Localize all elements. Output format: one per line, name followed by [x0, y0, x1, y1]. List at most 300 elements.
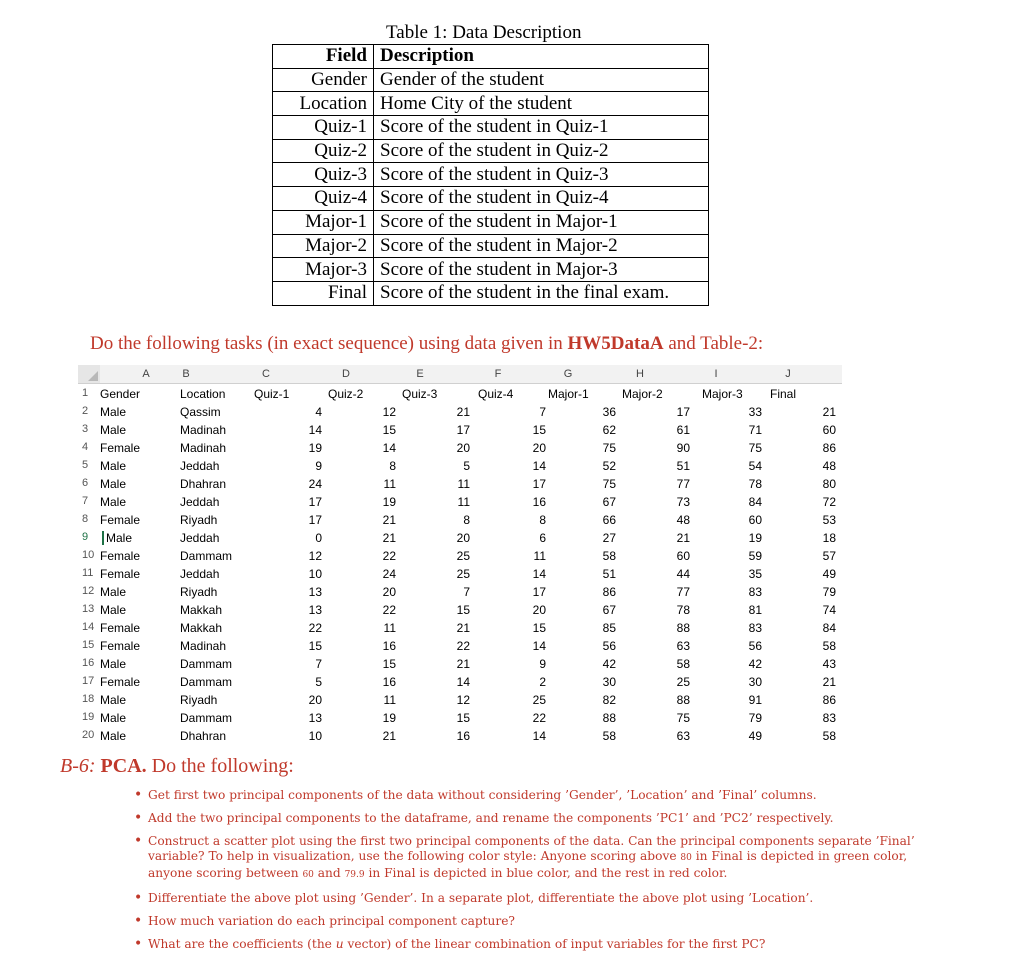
- score-cell[interactable]: 14: [532, 639, 546, 653]
- score-cell[interactable]: 88: [602, 711, 616, 725]
- location-cell[interactable]: Dammam: [180, 549, 233, 563]
- score-cell[interactable]: 11: [457, 495, 470, 509]
- score-cell[interactable]: 15: [382, 423, 396, 437]
- score-cell[interactable]: 91: [748, 693, 762, 707]
- row-number[interactable]: 16: [82, 657, 95, 669]
- table-row: [273, 139, 709, 163]
- score-cell[interactable]: 8: [463, 513, 470, 527]
- score-cell[interactable]: 74: [822, 603, 836, 617]
- task-list: [130, 788, 950, 960]
- row-number[interactable]: 11: [82, 567, 94, 579]
- description-cell: Score of the student in Quiz-4: [374, 187, 709, 211]
- row-number[interactable]: 4: [82, 441, 89, 453]
- score-cell[interactable]: 13: [308, 585, 322, 599]
- score-cell[interactable]: 73: [676, 495, 690, 509]
- score-cell[interactable]: 22: [382, 603, 396, 617]
- score-cell[interactable]: 16: [456, 729, 470, 743]
- score-cell[interactable]: 42: [602, 657, 616, 671]
- score-cell[interactable]: 21: [822, 405, 836, 419]
- score-cell[interactable]: 77: [676, 477, 690, 491]
- location-cell[interactable]: Qassim: [180, 405, 221, 419]
- score-cell[interactable]: 82: [602, 693, 616, 707]
- row-number[interactable]: 14: [82, 621, 95, 633]
- score-cell[interactable]: 19: [748, 531, 762, 545]
- table-caption: Table 1: Data Description: [386, 22, 582, 43]
- gender-cell[interactable]: Female: [100, 549, 141, 563]
- score-cell[interactable]: 27: [602, 531, 616, 545]
- score-cell[interactable]: 56: [748, 639, 762, 653]
- score-cell[interactable]: 58: [676, 657, 690, 671]
- score-cell[interactable]: 86: [822, 693, 836, 707]
- score-cell[interactable]: 49: [822, 567, 836, 581]
- score-cell[interactable]: 36: [602, 405, 616, 419]
- field-cell: Major-3: [273, 258, 374, 282]
- select-all-corner[interactable]: [78, 365, 100, 383]
- score-cell[interactable]: 14: [532, 729, 546, 743]
- field-cell: Quiz-4: [273, 187, 374, 211]
- score-cell[interactable]: 51: [676, 459, 690, 473]
- column-letter-a[interactable]: A: [142, 368, 150, 380]
- score-cell[interactable]: 7: [315, 657, 322, 671]
- sheet-rows: [78, 385, 842, 745]
- score-cell[interactable]: 19: [382, 711, 396, 725]
- u-vector: u: [335, 937, 344, 951]
- score-cell[interactable]: 44: [676, 567, 690, 581]
- score-cell[interactable]: 8: [389, 459, 396, 473]
- location-cell[interactable]: Riyadh: [180, 513, 218, 527]
- location-cell[interactable]: Jeddah: [180, 459, 220, 473]
- score-cell[interactable]: 25: [676, 675, 690, 689]
- score-cell[interactable]: 4: [315, 405, 322, 419]
- score-cell[interactable]: 75: [602, 441, 616, 455]
- task-item: [130, 788, 950, 803]
- score-cell[interactable]: 15: [532, 423, 546, 437]
- score-cell[interactable]: 58: [822, 639, 836, 653]
- score-cell[interactable]: 85: [602, 621, 616, 635]
- gender-cell[interactable]: Male: [100, 477, 127, 491]
- score-cell[interactable]: 52: [602, 459, 616, 473]
- row-number[interactable]: 2: [82, 405, 89, 417]
- location-cell[interactable]: Dammam: [180, 711, 233, 725]
- score-cell[interactable]: 22: [456, 639, 470, 653]
- score-cell[interactable]: 10: [308, 567, 322, 581]
- row-number[interactable]: 12: [82, 585, 95, 597]
- task-text: Construct a scatter plot using the first two principal components of the data. Can the principal components separate ’Final’ variable? To help in visualization, use the following color style: Anyone scoring above: [148, 834, 915, 863]
- gender-cell[interactable]: Male: [100, 405, 127, 419]
- score-cell[interactable]: 49: [748, 729, 762, 743]
- intro-before: Do the following tasks (in exact sequence) using data given in: [90, 333, 568, 354]
- score-cell[interactable]: 24: [308, 477, 322, 491]
- score-cell[interactable]: 80: [822, 477, 836, 491]
- sheet-data-row: [78, 673, 842, 691]
- score-cell[interactable]: 58: [602, 729, 616, 743]
- sheet-data-row: [78, 421, 842, 439]
- score-cell[interactable]: 78: [748, 477, 762, 491]
- score-cell[interactable]: 25: [456, 549, 470, 563]
- sheet-data-row: [78, 493, 842, 511]
- sheet-data-row: [78, 403, 842, 421]
- score-cell[interactable]: 11: [457, 477, 470, 491]
- sheet-data-row: [78, 457, 842, 475]
- score-cell[interactable]: 84: [748, 495, 762, 509]
- sheet-data-row: [78, 637, 842, 655]
- score-cell[interactable]: 53: [822, 513, 836, 527]
- score-cell[interactable]: 12: [382, 405, 396, 419]
- column-header-bar: [78, 365, 842, 384]
- score-cell[interactable]: 22: [308, 621, 322, 635]
- score-cell[interactable]: 17: [308, 495, 322, 509]
- gender-cell[interactable]: Male: [102, 531, 132, 545]
- score-cell[interactable]: 14: [456, 675, 470, 689]
- score-cell[interactable]: 21: [822, 675, 836, 689]
- sheet-header-row: [78, 385, 842, 403]
- score-cell[interactable]: 67: [602, 495, 616, 509]
- field-cell: Major-1: [273, 210, 374, 234]
- description-cell: Score of the student in Major-2: [374, 234, 709, 258]
- score-cell[interactable]: 21: [382, 729, 396, 743]
- score-cell[interactable]: 59: [748, 549, 762, 563]
- gender-cell[interactable]: Male: [100, 585, 127, 599]
- score-cell[interactable]: 20: [456, 441, 470, 455]
- task-item: [130, 891, 950, 906]
- score-cell[interactable]: 19: [308, 441, 322, 455]
- data-description-table: [272, 44, 709, 306]
- location-cell[interactable]: Makkah: [180, 621, 223, 635]
- row-number[interactable]: 19: [82, 711, 95, 723]
- score-cell[interactable]: 75: [602, 477, 616, 491]
- threshold-79-9: 79.9: [344, 870, 365, 880]
- location-cell[interactable]: Riyadh: [180, 693, 218, 707]
- score-cell[interactable]: 5: [315, 675, 322, 689]
- header-cell-final[interactable]: Final: [770, 387, 797, 401]
- score-cell[interactable]: 14: [532, 459, 546, 473]
- score-cell[interactable]: 25: [456, 567, 470, 581]
- task-text: Differentiate the above plot using ’Gender’. In a separate plot, differentiate the above plot using ’Location’.: [148, 891, 814, 905]
- table-row: [273, 258, 709, 282]
- score-cell[interactable]: 79: [748, 711, 762, 725]
- section-rest: Do the following:: [146, 755, 294, 777]
- score-cell[interactable]: 88: [676, 621, 690, 635]
- score-cell[interactable]: 84: [822, 621, 836, 635]
- location-cell[interactable]: Dhahran: [180, 477, 227, 491]
- score-cell[interactable]: 63: [676, 729, 690, 743]
- gender-cell[interactable]: Female: [100, 621, 141, 635]
- sheet-data-row: [78, 709, 842, 727]
- sheet-data-row: [78, 691, 842, 709]
- location-cell[interactable]: Riyadh: [180, 585, 218, 599]
- row-number[interactable]: 6: [82, 477, 89, 489]
- score-cell[interactable]: 2: [539, 675, 546, 689]
- table-row: [273, 234, 709, 258]
- score-cell[interactable]: 20: [382, 585, 396, 599]
- description-cell: Score of the student in Major-1: [374, 210, 709, 234]
- score-cell[interactable]: 88: [676, 693, 690, 707]
- score-cell[interactable]: 16: [382, 639, 396, 653]
- table-row: [273, 68, 709, 92]
- location-cell[interactable]: Dhahran: [180, 729, 227, 743]
- score-cell[interactable]: 42: [748, 657, 762, 671]
- score-cell[interactable]: 15: [532, 621, 546, 635]
- gender-cell[interactable]: Female: [100, 675, 141, 689]
- table-header-row: [273, 45, 709, 69]
- score-cell[interactable]: 21: [456, 405, 470, 419]
- score-cell[interactable]: 12: [308, 549, 322, 563]
- row-number[interactable]: 9: [82, 531, 89, 543]
- score-cell[interactable]: 21: [382, 513, 396, 527]
- score-cell[interactable]: 5: [463, 459, 470, 473]
- score-cell[interactable]: 35: [748, 567, 762, 581]
- section-label: B-6:: [60, 755, 101, 777]
- location-cell[interactable]: Madinah: [180, 441, 227, 455]
- score-cell[interactable]: 6: [539, 531, 546, 545]
- score-cell[interactable]: 16: [382, 675, 396, 689]
- column-letter-d[interactable]: D: [342, 368, 350, 380]
- gender-cell[interactable]: Male: [100, 423, 127, 437]
- score-cell[interactable]: 63: [676, 639, 690, 653]
- field-cell: Gender: [273, 68, 374, 92]
- row-number[interactable]: 15: [82, 639, 95, 651]
- score-cell[interactable]: 20: [456, 531, 470, 545]
- header-cell-quiz-1[interactable]: Quiz-1: [254, 387, 290, 401]
- score-cell[interactable]: 48: [676, 513, 690, 527]
- table-row: [273, 92, 709, 116]
- threshold-80: 80: [680, 853, 692, 863]
- score-cell[interactable]: 43: [822, 657, 836, 671]
- table-row: [273, 281, 709, 305]
- gender-cell[interactable]: Female: [100, 567, 141, 581]
- row-number[interactable]: 7: [82, 495, 89, 507]
- sheet-data-row: [78, 565, 842, 583]
- gender-cell[interactable]: Male: [100, 711, 127, 725]
- task-item: [130, 834, 950, 883]
- score-cell[interactable]: 25: [532, 693, 546, 707]
- score-cell[interactable]: 0: [315, 531, 322, 545]
- row-number[interactable]: 8: [82, 513, 89, 525]
- gender-cell[interactable]: Female: [100, 513, 141, 527]
- score-cell[interactable]: 60: [822, 423, 836, 437]
- task-text: vector) of the linear combination of input variables for the first PC?: [343, 937, 766, 951]
- location-cell[interactable]: Jeddah: [180, 495, 220, 509]
- score-cell[interactable]: 21: [456, 657, 470, 671]
- score-cell[interactable]: 75: [748, 441, 762, 455]
- description-cell: Score of the student in the final exam.: [374, 281, 709, 305]
- sheet-data-row: [78, 439, 842, 457]
- score-cell[interactable]: 62: [602, 423, 616, 437]
- gender-cell[interactable]: Male: [100, 459, 127, 473]
- score-cell[interactable]: 60: [676, 549, 690, 563]
- score-cell[interactable]: 71: [748, 423, 762, 437]
- score-cell[interactable]: 8: [539, 513, 546, 527]
- score-cell[interactable]: 17: [456, 423, 470, 437]
- sheet-data-row: [78, 475, 842, 493]
- score-cell[interactable]: 17: [532, 585, 546, 599]
- gender-cell[interactable]: Male: [100, 657, 127, 671]
- score-cell[interactable]: 61: [676, 423, 690, 437]
- score-cell[interactable]: 22: [532, 711, 546, 725]
- score-cell[interactable]: 21: [382, 531, 396, 545]
- column-letter-f[interactable]: F: [494, 368, 502, 380]
- score-cell[interactable]: 20: [532, 441, 546, 455]
- description-cell: Gender of the student: [374, 68, 709, 92]
- description-cell: Home City of the student: [374, 92, 709, 116]
- score-cell[interactable]: 21: [676, 531, 690, 545]
- location-cell[interactable]: Madinah: [180, 423, 227, 437]
- task-text: in Final is depicted in blue color, and the rest in red color.: [364, 866, 728, 880]
- description-cell: Score of the student in Major-3: [374, 258, 709, 282]
- sheet-data-row: [78, 583, 842, 601]
- score-cell[interactable]: 48: [822, 459, 836, 473]
- score-cell[interactable]: 83: [748, 585, 762, 599]
- description-cell: Score of the student in Quiz-2: [374, 139, 709, 163]
- score-cell[interactable]: 30: [748, 675, 762, 689]
- task-text: How much variation do each principal component capture?: [148, 914, 515, 928]
- row-number[interactable]: 10: [82, 549, 95, 561]
- score-cell[interactable]: 11: [383, 477, 396, 491]
- dataset-name: HW5DataA: [567, 333, 664, 354]
- score-cell[interactable]: 14: [532, 567, 546, 581]
- score-cell[interactable]: 14: [382, 441, 396, 455]
- table-row: [273, 210, 709, 234]
- field-header: Field: [273, 45, 374, 69]
- row-number[interactable]: 1: [82, 387, 89, 399]
- score-cell[interactable]: 33: [748, 405, 762, 419]
- score-cell[interactable]: 78: [676, 603, 690, 617]
- score-cell[interactable]: 60: [748, 513, 762, 527]
- score-cell[interactable]: 56: [602, 639, 616, 653]
- score-cell[interactable]: 77: [676, 585, 690, 599]
- score-cell[interactable]: 90: [676, 441, 690, 455]
- score-cell[interactable]: 79: [822, 585, 836, 599]
- task-text: and: [313, 866, 345, 880]
- gender-cell[interactable]: Male: [100, 729, 127, 743]
- score-cell[interactable]: 9: [315, 459, 322, 473]
- score-cell[interactable]: 51: [602, 567, 616, 581]
- score-cell[interactable]: 10: [308, 729, 322, 743]
- field-cell: Major-2: [273, 234, 374, 258]
- field-cell: Quiz-1: [273, 116, 374, 140]
- field-cell: Final: [273, 281, 374, 305]
- row-number[interactable]: 3: [82, 423, 89, 435]
- row-number[interactable]: 17: [82, 675, 95, 687]
- sheet-data-row: [78, 619, 842, 637]
- column-letter-g[interactable]: G: [563, 368, 573, 380]
- field-cell: Location: [273, 92, 374, 116]
- column-letter-j[interactable]: J: [785, 368, 791, 380]
- gender-cell[interactable]: Male: [100, 693, 127, 707]
- score-cell[interactable]: 20: [532, 603, 546, 617]
- header-cell-major-1[interactable]: Major-1: [548, 387, 589, 401]
- threshold-60: 60: [302, 870, 314, 880]
- location-cell[interactable]: Dammam: [180, 675, 233, 689]
- score-cell[interactable]: 13: [308, 603, 322, 617]
- score-cell[interactable]: 57: [822, 549, 836, 563]
- score-cell[interactable]: 19: [382, 495, 396, 509]
- score-cell[interactable]: 13: [308, 711, 322, 725]
- sheet-data-row: [78, 511, 842, 529]
- score-cell[interactable]: 20: [308, 693, 322, 707]
- location-cell[interactable]: Makkah: [180, 603, 223, 617]
- score-cell[interactable]: 17: [308, 513, 322, 527]
- description-cell: Score of the student in Quiz-1: [374, 116, 709, 140]
- header-cell-location[interactable]: Location: [180, 387, 226, 401]
- score-cell[interactable]: 11: [383, 621, 396, 635]
- column-letter-e[interactable]: E: [416, 368, 424, 380]
- header-cell-major-2[interactable]: Major-2: [622, 387, 663, 401]
- column-letter-b[interactable]: B: [182, 368, 190, 380]
- score-cell[interactable]: 15: [456, 603, 470, 617]
- row-number[interactable]: 5: [82, 459, 89, 471]
- header-cell-gender[interactable]: Gender: [100, 387, 141, 401]
- score-cell[interactable]: 17: [676, 405, 690, 419]
- score-cell[interactable]: 58: [602, 549, 616, 563]
- score-cell[interactable]: 86: [822, 441, 836, 455]
- score-cell[interactable]: 17: [532, 477, 546, 491]
- row-number[interactable]: 20: [82, 729, 95, 741]
- score-cell[interactable]: 15: [456, 711, 470, 725]
- header-cell-quiz-4[interactable]: Quiz-4: [478, 387, 514, 401]
- location-cell[interactable]: Jeddah: [180, 567, 220, 581]
- row-number[interactable]: 13: [82, 603, 95, 615]
- score-cell[interactable]: 83: [748, 621, 762, 635]
- location-cell[interactable]: Jeddah: [180, 531, 220, 545]
- score-cell[interactable]: 54: [748, 459, 762, 473]
- score-cell[interactable]: 67: [602, 603, 616, 617]
- task-text: Get first two principal components of the data without considering ’Gender’, ’Location’ and ’Final’ columns.: [148, 788, 817, 802]
- header-cell-quiz-3[interactable]: Quiz-3: [402, 387, 438, 401]
- location-cell[interactable]: Madinah: [180, 639, 227, 653]
- header-cell-major-3[interactable]: Major-3: [702, 387, 743, 401]
- score-cell[interactable]: 24: [382, 567, 396, 581]
- score-cell[interactable]: 22: [382, 549, 396, 563]
- score-cell[interactable]: 11: [383, 693, 396, 707]
- column-letter-i[interactable]: I: [714, 368, 718, 380]
- score-cell[interactable]: 7: [463, 585, 470, 599]
- score-cell[interactable]: 21: [456, 621, 470, 635]
- score-cell[interactable]: 81: [748, 603, 762, 617]
- table-row: [273, 163, 709, 187]
- row-number[interactable]: 18: [82, 693, 95, 705]
- score-cell[interactable]: 66: [602, 513, 616, 527]
- score-cell[interactable]: 12: [456, 693, 470, 707]
- score-cell[interactable]: 58: [822, 729, 836, 743]
- score-cell[interactable]: 11: [533, 549, 546, 563]
- score-cell[interactable]: 14: [308, 423, 322, 437]
- score-cell[interactable]: 15: [382, 657, 396, 671]
- score-cell[interactable]: 16: [532, 495, 546, 509]
- column-letter-h[interactable]: H: [636, 368, 644, 380]
- gender-cell[interactable]: Male: [100, 603, 127, 617]
- score-cell[interactable]: 7: [539, 405, 546, 419]
- column-letter-c[interactable]: C: [262, 368, 270, 380]
- score-cell[interactable]: 18: [822, 531, 836, 545]
- gender-cell[interactable]: Male: [100, 495, 127, 509]
- gender-cell[interactable]: Female: [100, 441, 141, 455]
- score-cell[interactable]: 72: [822, 495, 836, 509]
- location-cell[interactable]: Dammam: [180, 657, 233, 671]
- task-item: [130, 937, 950, 952]
- sheet-data-row: [78, 655, 842, 673]
- score-cell[interactable]: 83: [822, 711, 836, 725]
- score-cell[interactable]: 9: [539, 657, 546, 671]
- score-cell[interactable]: 15: [308, 639, 322, 653]
- intro-after: and Table-2:: [663, 333, 764, 354]
- score-cell[interactable]: 75: [676, 711, 690, 725]
- gender-cell[interactable]: Female: [100, 639, 141, 653]
- section-title: PCA.: [100, 755, 147, 777]
- score-cell[interactable]: 30: [602, 675, 616, 689]
- score-cell[interactable]: 86: [602, 585, 616, 599]
- header-cell-quiz-2[interactable]: Quiz-2: [328, 387, 364, 401]
